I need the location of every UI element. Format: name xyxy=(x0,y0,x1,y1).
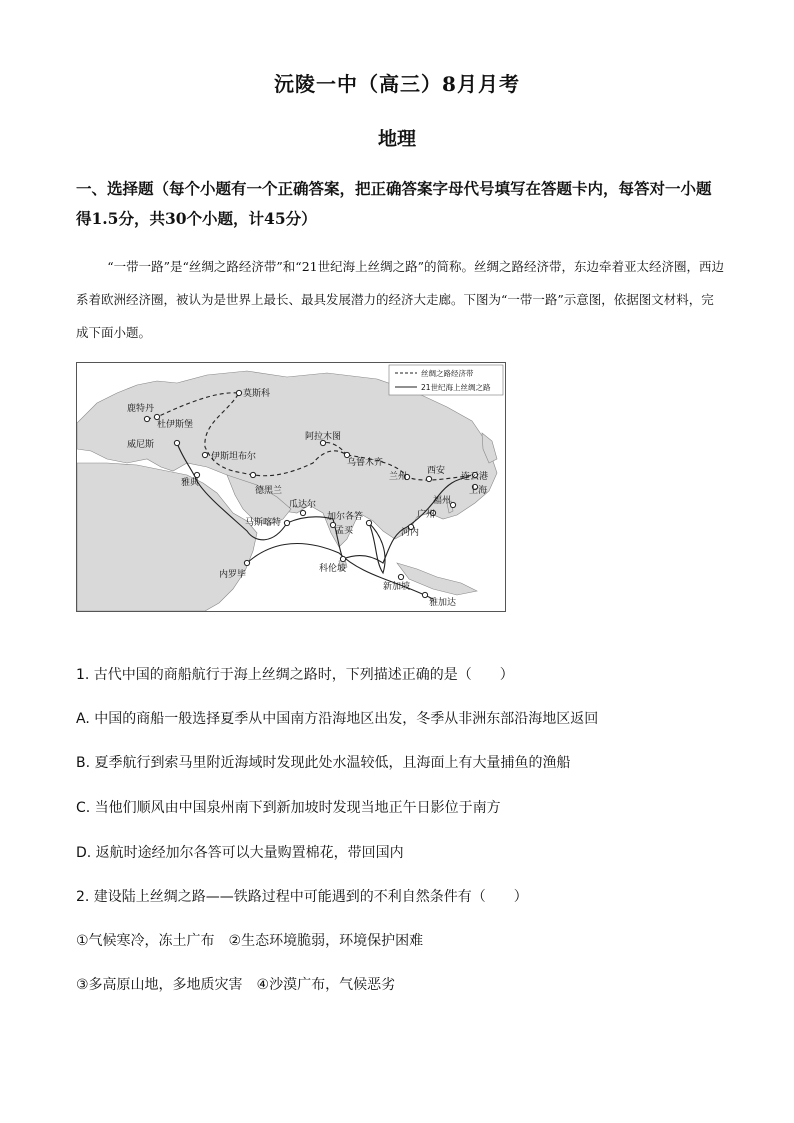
label-jakarta: 雅加达 xyxy=(429,598,457,608)
label-tehran: 德黑兰 xyxy=(255,486,283,496)
label-shanghai: 上海 xyxy=(469,486,488,496)
label-guangzhou: 广州 xyxy=(417,510,436,520)
section-heading: 一、选择题（每个小题有一个正确答案，把正确答案字母代号填写在答题卡内，每答对一小题得1.5分，共30个小题，计45分） xyxy=(76,179,712,228)
label-muscat: 马斯喀特 xyxy=(245,518,282,528)
nairobi-marker xyxy=(244,560,249,565)
label-singapore: 新加坡 xyxy=(383,582,411,592)
kolkata-marker xyxy=(366,520,371,525)
istanbul-marker xyxy=(202,452,207,457)
label-lianyungang: 连云港 xyxy=(461,472,489,482)
map-legend xyxy=(389,365,503,395)
label-istanbul: 伊斯坦布尔 xyxy=(211,452,257,462)
label-gwadar: 瓜达尔 xyxy=(289,500,317,510)
belt-road-map xyxy=(76,362,506,612)
label-fuzhou: 福州 xyxy=(433,496,452,506)
fuzhou-marker xyxy=(450,502,455,507)
question-2-statements-3-4: ③多高原山地，多地质灾害 ④沙漠广布，气候恶劣 xyxy=(76,977,396,993)
label-kolkata: 加尔各答 xyxy=(327,512,364,522)
question-2-statements-1-2: ①气候寒冷，冻土广布 ②生态环境脆弱，环境保护困难 xyxy=(76,933,424,949)
venice-marker xyxy=(174,440,179,445)
question-1-option-a[interactable]: A. 中国的商船一般选择夏季从中国南方沿海地区出发，冬季从非洲东部沿海地区返回 xyxy=(76,711,599,727)
label-rotterdam: 鹿特丹 xyxy=(127,404,155,414)
xian-marker xyxy=(426,476,431,481)
subject-title: 地理 xyxy=(377,128,416,150)
tehran-marker xyxy=(250,472,255,477)
exam-title: 沅陵一中（高三）8月月考 xyxy=(274,72,520,96)
africa-landmass xyxy=(77,463,257,611)
question-1-option-d[interactable]: D. 返航时途经加尔各答可以大量购置棉花，带回国内 xyxy=(76,845,404,861)
label-moscow: 莫斯科 xyxy=(243,389,271,399)
label-nairobi: 内罗毕 xyxy=(219,570,247,580)
singapore-marker xyxy=(398,574,403,579)
jakarta-marker xyxy=(422,592,427,597)
label-mumbai: 孟买 xyxy=(335,526,354,536)
colombo-marker xyxy=(340,556,345,561)
label-duisburg: 杜伊斯堡 xyxy=(157,420,194,430)
intro-paragraph: “一带一路”是“丝绸之路经济带”和“21世纪海上丝绸之路”的简称。丝绸之路经济带，东边牵着亚太经济圈，西边系着欧洲经济圈，被认为是世界上最长、最具发展潜力的经济大走廊。下图为“一带一路”示意图，依据图文材料，完成下面小题。 xyxy=(76,259,725,340)
label-athens: 雅典 xyxy=(181,478,200,488)
label-lanzhou: 兰州 xyxy=(389,472,408,482)
question-1-option-b[interactable]: B. 夏季航行到索马里附近海域时发现此处水温较低，且海面上有大量捕鱼的渔船 xyxy=(76,755,571,771)
question-2-stem: 2. 建设陆上丝绸之路——铁路过程中可能遇到的不利自然条件有（ ） xyxy=(76,889,528,905)
rotterdam-marker xyxy=(154,414,159,419)
athens-marker xyxy=(194,472,199,477)
label-almaty: 阿拉木图 xyxy=(305,432,342,442)
label-urumqi: 乌鲁木齐 xyxy=(347,458,384,468)
question-1-option-c[interactable]: C. 当他们顺风由中国泉州南下到新加坡时发现当地正午日影位于南方 xyxy=(76,800,501,816)
question-1-stem: 1. 古代中国的商船航行于海上丝绸之路时，下列描述正确的是（ ） xyxy=(76,667,514,683)
gwadar-marker xyxy=(300,510,305,515)
legend-land-route-label: 丝绸之路经济带 xyxy=(421,369,474,378)
map-svg xyxy=(77,363,505,611)
label-colombo: 科伦坡 xyxy=(319,564,347,574)
duisburg-marker xyxy=(144,416,149,421)
muscat-marker xyxy=(284,520,289,525)
label-xian: 西安 xyxy=(427,466,446,476)
legend-sea-route-label: 21世纪海上丝绸之路 xyxy=(421,383,491,392)
moscow-marker xyxy=(236,390,241,395)
urumqi-marker xyxy=(344,452,349,457)
label-venice: 威尼斯 xyxy=(127,440,155,450)
label-hanoi: 河内 xyxy=(401,528,420,538)
